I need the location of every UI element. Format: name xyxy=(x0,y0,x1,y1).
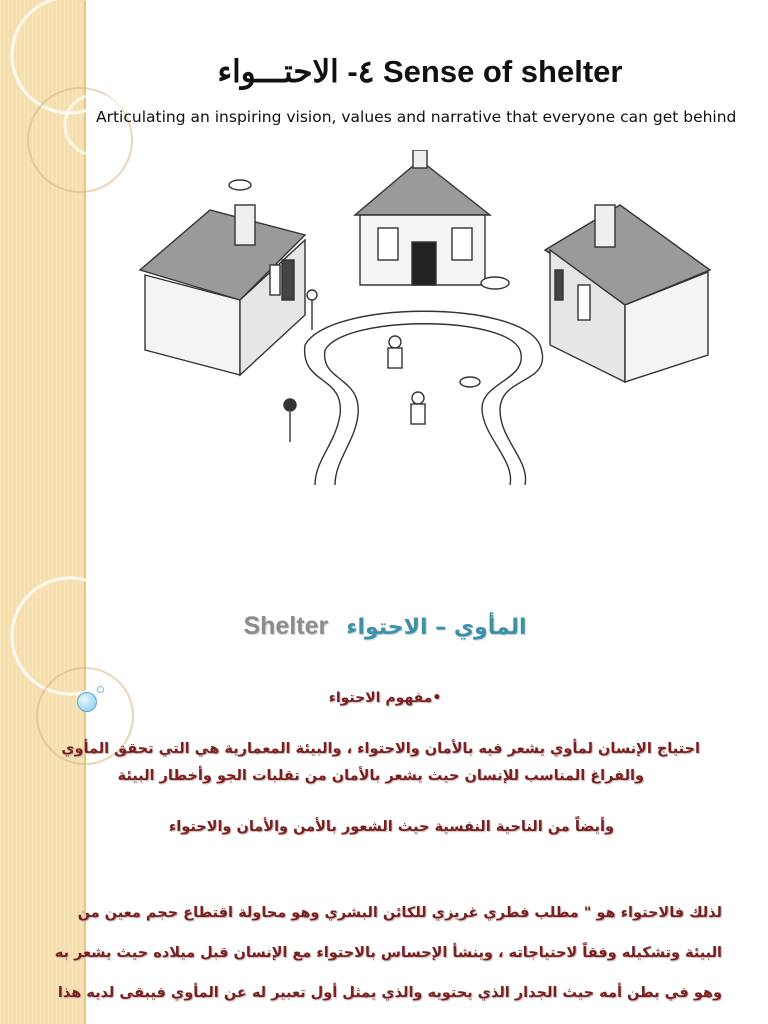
paragraph-3-line-1: لذلك فالاحتواء هو " مطلب فطري غريزي للكائن البشري وهو محاولة اقتطاع حجم معين من xyxy=(77,905,722,921)
concept-heading: •مفهوم الاحتواء xyxy=(328,690,442,706)
houses-illustration xyxy=(130,150,730,495)
slide-title: ٤- الاحتـــواء Sense of shelter xyxy=(217,54,623,89)
section-title-english: Shelter xyxy=(243,612,329,640)
paragraph-3-line-3: وهو في بطن أمه حيث الجدار الذي يحتويه والذي يمثل أول تعبير له عن المأوي فيبقى لديه هذا xyxy=(57,985,722,1001)
section-title-arabic: المأوي – الاحتواء xyxy=(346,615,527,640)
decorative-bubble-small xyxy=(97,686,104,693)
paragraph-1-line-1: احتياج الإنسان لمأوي يشعر فيه بالأمان والاحتواء ، والبيئة المعمارية هي التي تحقق المأوي xyxy=(61,741,700,757)
paragraph-1-line-2: والفراغ المناسب للإنسان حيث يشعر بالأمان من تقلبات الجو وأخطار البيئة xyxy=(117,768,644,784)
section-title xyxy=(150,612,620,641)
paragraph-3-line-2: البيئة وتشكيله وفقاً لاحتياجاته ، وينشأ الإحساس بالاحتواء مع الإنسان قبل ميلاده حيث يشعر به xyxy=(54,945,722,961)
paragraph-2: وأيضاً من الناحية النفسية حيث الشعور بالأمن والأمان والاحتواء xyxy=(168,819,614,835)
slide-subtitle: Articulating an inspiring vision, values and narrative that everyone can get behind xyxy=(96,108,737,126)
decorative-bubble xyxy=(77,692,97,712)
